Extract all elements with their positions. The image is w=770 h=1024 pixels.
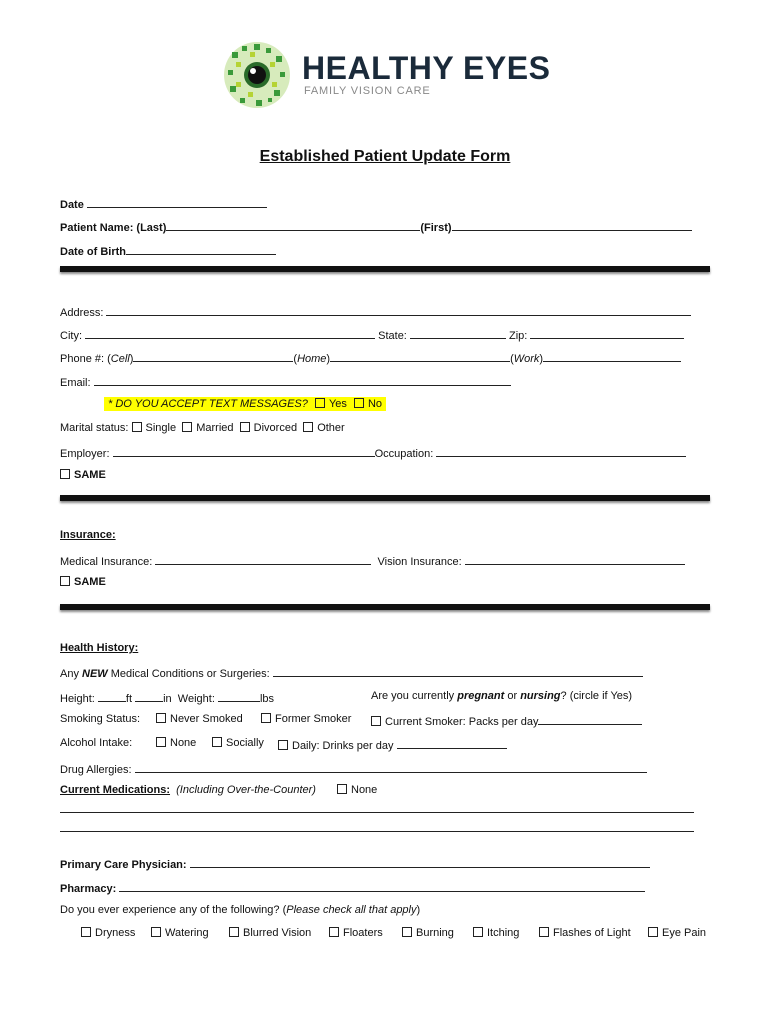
dob-row [60,243,276,258]
same-row-2 [60,576,106,588]
height-label: Height: [60,693,95,705]
email-label: Email: [60,377,91,389]
first-name-field[interactable] [452,219,692,231]
same-label: SAME [74,469,106,481]
home-label: Home [297,353,327,365]
text-message-row [104,398,386,410]
city-field[interactable] [85,327,375,339]
drug-allergies-field[interactable] [135,761,647,773]
same-row-1 [60,469,106,481]
alcohol-row [60,737,132,749]
pharmacy-label: Pharmacy: [60,883,117,895]
conditions-label: Medical Conditions or Surgeries: [110,668,270,680]
employer-row [60,445,686,460]
brand-name: HEALTHY EYES [302,50,551,86]
phone-label: Phone #: ( [60,353,111,365]
text-no-label: No [367,398,383,410]
floaters-label: Floaters [343,927,383,939]
date-row [60,196,267,211]
current-medications-label: Current Medications: [60,784,171,796]
current-smoker-checkbox[interactable] [371,716,381,726]
text-no-checkbox[interactable] [354,398,364,408]
insurance-heading: Insurance: [60,529,116,541]
burning-label: Burning [416,927,454,939]
city-row [60,327,684,342]
smoking-label: Smoking Status: [60,713,141,725]
address-label: Address: [60,307,104,319]
pregnant-text[interactable]: pregnant [457,690,505,702]
current-smoker-option [371,713,642,728]
any-text: Any [60,668,79,680]
height-in-field[interactable] [135,690,163,702]
ft-label: ft [125,693,133,705]
brand-tagline: FAMILY VISION CARE [304,85,431,97]
experience-question [60,904,420,916]
drug-allergies-row [60,761,647,776]
first-name-label: (First) [420,222,452,234]
marital-label: Marital status: [60,422,129,434]
insurance-same-label: SAME [74,576,106,588]
medications-row [60,784,316,796]
medications-none-label: None [351,784,378,796]
symptom-eye-pain [648,927,706,939]
section-divider [60,604,710,610]
address-row [60,304,691,319]
alcohol-none-checkbox[interactable] [156,737,166,747]
weight-label: Weight: [177,693,215,705]
pcp-row [60,856,650,871]
other-label: Other [317,422,345,434]
alcohol-none-label: None [170,737,197,749]
floaters-checkbox[interactable] [329,927,339,937]
never-smoked-label: Never Smoked [170,713,243,725]
symptom-floaters [329,927,383,939]
daily-label: Daily: Drinks per day [292,740,394,752]
burning-checkbox[interactable] [402,927,412,937]
never-smoked-option [156,713,243,725]
medications-line-2[interactable] [60,831,694,832]
drinks-field[interactable] [397,737,507,749]
medications-none-option [337,784,377,796]
weight-field[interactable] [218,690,260,702]
address-field[interactable] [106,304,691,316]
single-label: Single [145,422,177,434]
logo [222,40,292,110]
patient-name-row [60,219,692,234]
health-heading: Health History: [60,642,139,654]
former-smoker-label: Former Smoker [275,713,352,725]
blurred-vision-checkbox[interactable] [229,927,239,937]
last-name-label: Patient Name: (Last) [60,222,167,234]
eye-pain-checkbox[interactable] [648,927,658,937]
form-title: Established Patient Update Form [259,148,511,165]
blurred-vision-label: Blurred Vision [243,927,312,939]
last-name-field[interactable] [166,219,420,231]
itching-checkbox[interactable] [473,927,483,937]
never-smoked-checkbox[interactable] [156,713,166,723]
date-label: Date [60,199,84,211]
experience-text: Do you ever experience any of the following? ( [60,904,287,916]
symptom-dryness [81,927,135,939]
vision-insurance-field[interactable] [465,553,685,565]
socially-label: Socially [226,737,264,749]
pcp-field[interactable] [190,856,650,868]
medical-insurance-label: Medical Insurance: [60,556,153,568]
or-text: or [507,690,518,702]
email-field[interactable] [94,374,511,386]
city-label: City: [60,330,82,342]
flashes-checkbox[interactable] [539,927,549,937]
divorced-checkbox[interactable] [240,422,250,432]
experience-close: ) [416,904,421,916]
daily-option [278,737,507,752]
alcohol-none-option [156,737,196,749]
occupation-field[interactable] [436,445,686,457]
state-label: State: [378,330,407,342]
socially-option [212,737,264,749]
pharmacy-field[interactable] [119,880,645,892]
eye-pain-label: Eye Pain [662,927,707,939]
medications-line-1[interactable] [60,812,694,813]
watering-checkbox[interactable] [151,927,161,937]
drug-allergies-label: Drug Allergies: [60,764,132,776]
zip-field[interactable] [530,327,684,339]
married-checkbox[interactable] [182,422,192,432]
insurance-same-checkbox[interactable] [60,576,70,586]
work-field[interactable] [543,350,681,362]
in-label: in [163,693,172,705]
state-field[interactable] [410,327,506,339]
married-label: Married [196,422,234,434]
email-row [60,374,511,389]
socially-checkbox[interactable] [212,737,222,747]
nursing-text[interactable]: nursing [520,690,561,702]
dob-field[interactable] [126,243,276,255]
alcohol-label: Alcohol Intake: [60,737,133,749]
height-ft-field[interactable] [98,690,126,702]
itching-label: Itching [487,927,520,939]
smoking-row [60,713,140,725]
section-divider [60,266,710,272]
dryness-checkbox[interactable] [81,927,91,937]
zip-label: Zip: [509,330,528,342]
flashes-label: Flashes of Light [553,927,631,939]
eye-logo-icon [222,40,292,110]
date-field[interactable] [87,196,267,208]
section-divider [60,495,710,501]
occupation-label: Occupation: [374,448,434,460]
insurance-row [60,553,685,568]
daily-checkbox[interactable] [278,740,288,750]
pharmacy-row [60,880,645,895]
divorced-label: Divorced [253,422,298,434]
packs-field[interactable] [538,713,642,725]
symptom-watering [151,927,209,939]
cell-field[interactable] [133,350,293,362]
former-smoker-checkbox[interactable] [261,713,271,723]
text-yes-label: Yes [328,398,347,410]
height-row [60,690,274,705]
single-checkbox[interactable] [132,422,142,432]
pcp-label: Primary Care Physician: [60,859,187,871]
cell-label: Cell [110,353,130,365]
symptom-burning [402,927,454,939]
experience-note: Please check all that apply [286,904,417,916]
text-message-question: * DO YOU ACCEPT TEXT MESSAGES? [108,398,308,410]
current-smoker-label: Current Smoker: Packs per day [385,716,539,728]
pregnancy-text-1: Are you currently [371,690,455,702]
conditions-row [60,665,643,680]
vision-insurance-label: Vision Insurance: [377,556,462,568]
symptom-flashes [539,927,631,939]
symptom-itching [473,927,519,939]
conditions-field[interactable] [273,665,643,677]
same-checkbox[interactable] [60,469,70,479]
home-field[interactable] [330,350,510,362]
symptom-blurred-vision [229,927,311,939]
new-text: NEW [82,668,108,680]
medical-insurance-field[interactable] [155,553,371,565]
other-checkbox[interactable] [303,422,313,432]
work-label: Work [513,353,540,365]
pregnancy-text-2: ? (circle if Yes) [560,690,633,702]
watering-label: Watering [165,927,209,939]
former-smoker-option [261,713,351,725]
dryness-label: Dryness [95,927,136,939]
medications-none-checkbox[interactable] [337,784,347,794]
lbs-label: lbs [259,693,275,705]
employer-field[interactable] [113,445,375,457]
medications-note: (Including Over-the-Counter) [176,784,316,796]
phone-row: Phone #: (Cell) (Home) (Work) [60,350,681,365]
dob-label: Date of Birth [60,246,126,258]
text-yes-checkbox[interactable] [315,398,325,408]
pregnancy-question [371,690,632,702]
marital-row [60,422,345,434]
employer-label: Employer: [60,448,110,460]
